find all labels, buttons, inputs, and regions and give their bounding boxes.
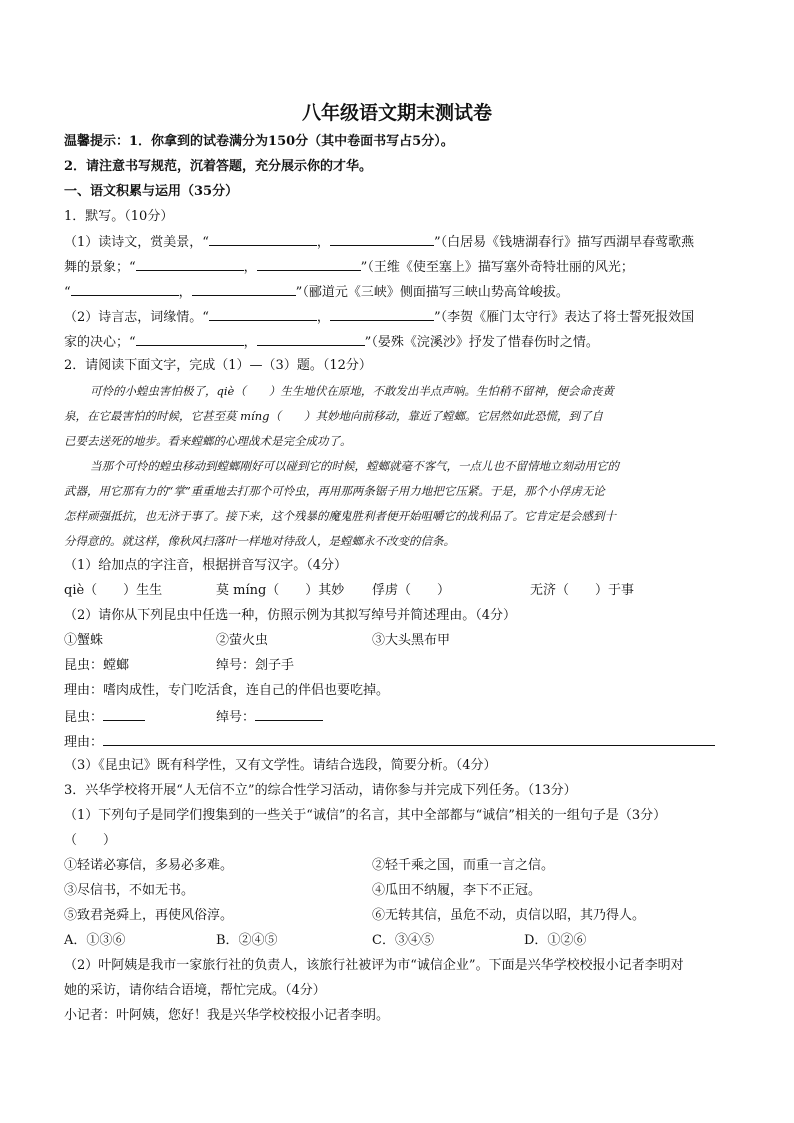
insect-option: ②萤火虫 — [216, 633, 269, 648]
example-reason: 理由：嗜肉成性，专门吃活食，连自己的伴侣也要吃掉。 — [64, 683, 390, 698]
answer-blank[interactable] — [192, 283, 296, 296]
choice-c[interactable]: C．③④⑤ — [372, 933, 434, 948]
q1-line-1: （1）读诗文，赏美景，“ ， ”（白居易《钱塘湖春行》描写西湖早春莺歌燕 — [64, 235, 695, 250]
insect-option: ③大头黑布甲 — [372, 633, 451, 648]
exam-title: 八年级语文期末测试卷 — [301, 102, 492, 124]
passage-line: 可怜的小蝗虫害怕极了，qiè（ ）生生地伏在原地，不敢发出半点声响。生怕稍不留神，便会命丧黄 — [90, 384, 614, 398]
answer-blank[interactable] — [209, 308, 317, 321]
passage-line: 怎样顽强抵抗，也无济于事了。接下来，这个残暴的魔鬼胜利者便开始咀嚼它的战利品了。它肯定是会感到十 — [64, 509, 616, 523]
sentence-item: ⑥无转其信，虽危不动，贞信以昭，其乃得人。 — [372, 908, 646, 923]
insect-option: ①蟹蛛 — [64, 633, 104, 648]
answer-blank[interactable] — [257, 258, 361, 271]
passage-line: 分得意的。就这样，像秋风扫落叶一样地对待敌人，是螳螂永不改变的信条。 — [64, 534, 455, 548]
choice-b[interactable]: B．②④⑤ — [216, 933, 278, 948]
answer-blank[interactable] — [255, 708, 323, 721]
example-nickname: 绰号：刽子手 — [216, 658, 295, 673]
pinyin-item: qiè（ ）生生 — [64, 583, 163, 598]
q1-heading: 1．默写。（10分） — [64, 209, 174, 224]
choice-d[interactable]: D．①②⑥ — [524, 933, 587, 948]
tip-line-1: 温馨提示：1．你拿到的试卷满分为150分（其中卷面书写占5分）。 — [64, 134, 454, 149]
nickname-answer: 绰号： — [216, 708, 323, 726]
pinyin-item: 俘虏（ ） — [372, 583, 451, 598]
answer-blank[interactable] — [257, 333, 365, 346]
answer-blank[interactable] — [71, 283, 179, 296]
passage-line: 已要去送死的地步。看来螳螂的心理战术是完全成功了。 — [64, 434, 352, 448]
q3-sub1-heading: （1）下列句子是同学们搜集到的一些关于“诚信”的名言，其中全部都与“诚信”相关的一组句子是（3分） — [64, 808, 667, 823]
reason-answer: 理由： — [64, 733, 715, 751]
q2-heading: 2．请阅读下面文字，完成（1）—（3）题。（12分） — [64, 358, 372, 373]
sentence-item: ③尽信书，不如无书。 — [64, 883, 195, 898]
passage-line: 武器，用它那有力的“掌”重重地去打那个可怜虫，再用那两条锯子用力地把它压紧。于是，那个小俘虏无论 — [64, 484, 605, 498]
reporter-line: 小记者：叶阿姨，您好！我是兴华学校校报小记者李明。 — [64, 1008, 390, 1023]
q1-line-4: （2）诗言志，词缘情。“ ， ”（李贺《雁门太守行》表达了将士誓死报效国 — [64, 310, 695, 325]
q1-line-5: 家的决心；“ ， ”（晏殊《浣溪沙》抒发了惜春伤时之情。 — [64, 335, 599, 350]
sentence-item: ⑤致君尧舜上，再使风俗淳。 — [64, 908, 234, 923]
sentence-item: ①轻诺必寡信，多易必多难。 — [64, 858, 234, 873]
q1-line-3: “ ， ”（郦道元《三峡》侧面描写三峡山势高耸峻拔。 — [64, 285, 569, 300]
tip-line-2: 2．请注意书写规范，沉着答题，充分展示你的才华。 — [64, 159, 373, 174]
q3-sub1-paren: （ ） — [64, 833, 117, 848]
sentence-item: ②轻千乘之国，而重一言之信。 — [372, 858, 555, 873]
q3-heading: 3．兴华学校将开展“人无信不立”的综合性学习活动，请你参与并完成下列任务。（13分） — [64, 783, 577, 798]
pinyin-item: 莫 míng（ ）其妙 — [216, 583, 345, 598]
q1-line-2: 舞的景象；“ ， ”（王维《使至塞上》描写塞外奇特壮丽的风光； — [64, 260, 634, 275]
answer-blank[interactable] — [330, 308, 434, 321]
passage-line: 当那个可怜的蝗虫移动到螳螂刚好可以碰到它的时候，螳螂就毫不客气，一点儿也不留情地立刻动用它的 — [90, 459, 619, 473]
answer-blank[interactable] — [136, 258, 244, 271]
answer-blank[interactable] — [103, 733, 715, 746]
passage-line: 泉，在它最害怕的时候，它甚至莫 míng（ ）其妙地向前移动，靠近了螳螂。它居然如此恐慌，到了自 — [64, 409, 604, 423]
section-1-heading: 一、语文积累与运用（35分） — [64, 184, 239, 199]
answer-blank[interactable] — [330, 233, 434, 246]
answer-blank[interactable] — [103, 708, 145, 721]
q2-sub3: （3）《昆虫记》既有科学性，又有文学性。请结合选段，简要分析。（4分） — [64, 758, 497, 773]
pinyin-item: 无济（ ）于事 — [530, 583, 635, 598]
answer-blank[interactable] — [136, 333, 244, 346]
example-insect: 昆虫：螳螂 — [64, 658, 130, 673]
q3-sub2-heading: （2）叶阿姨是我市一家旅行社的负责人，该旅行社被评为市“诚信企业”。下面是兴华学校校报小记者李明对 — [64, 958, 684, 973]
q2-sub2-heading: （2）请你从下列昆虫中任选一种，仿照示例为其拟写绰号并简述理由。（4分） — [64, 608, 517, 623]
choice-a[interactable]: A．①③⑥ — [64, 933, 126, 948]
insect-answer: 昆虫： — [64, 708, 145, 726]
sentence-item: ④瓜田不纳履，李下不正冠。 — [372, 883, 542, 898]
q3-sub2-line2: 她的采访，请你结合语境，帮忙完成。（4分） — [64, 983, 326, 998]
answer-blank[interactable] — [209, 233, 317, 246]
q2-sub1-heading: （1）给加点的字注音，根据拼音写汉字。（4分） — [64, 558, 348, 573]
